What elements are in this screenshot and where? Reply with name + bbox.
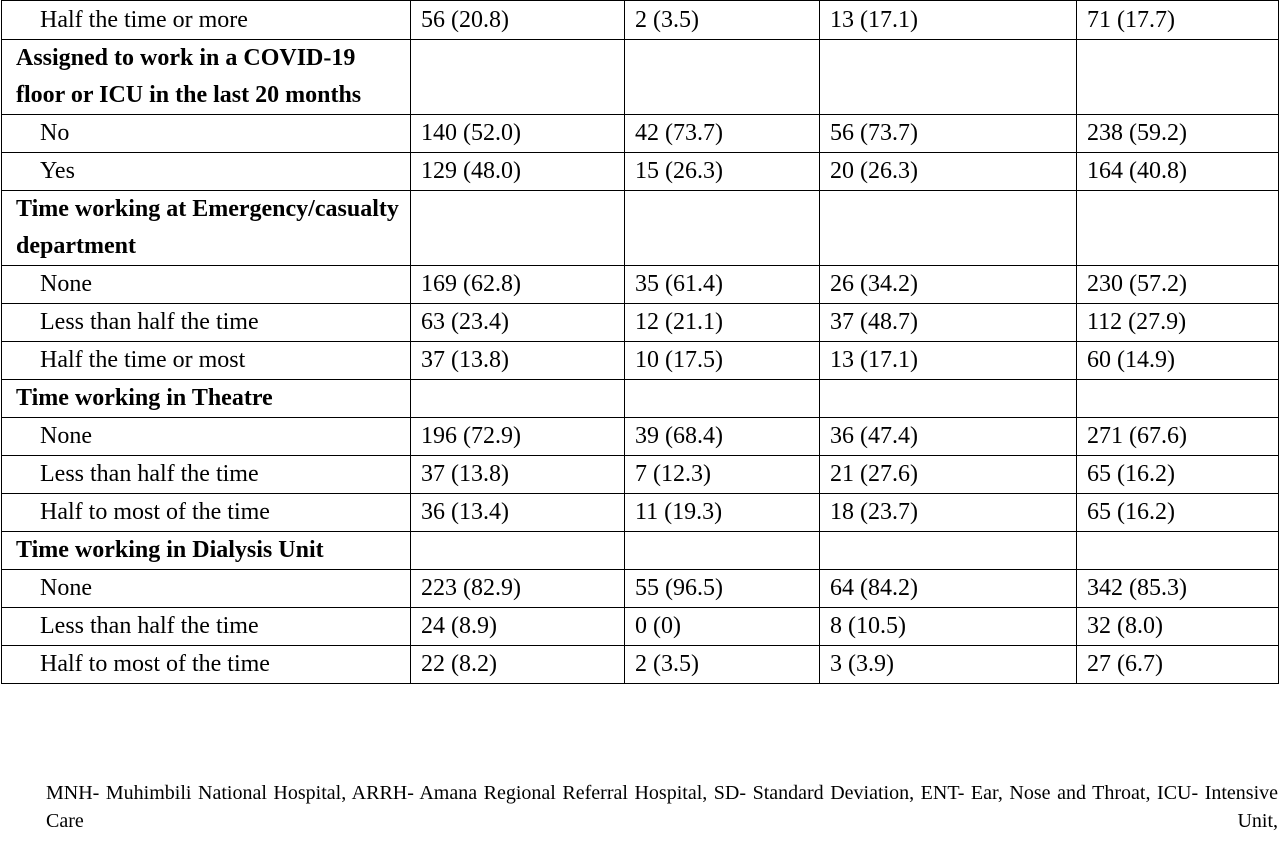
table-row	[2, 342, 1279, 380]
row-label: Less than half the time	[2, 304, 411, 342]
cell-empty	[820, 40, 1077, 115]
table-row	[2, 40, 1279, 115]
cell-empty	[625, 380, 820, 418]
row-label: Less than half the time	[2, 608, 411, 646]
row-label: None	[2, 418, 411, 456]
section-label: Assigned to work in a COVID-19 floor or ICU in the last 20 months	[2, 40, 411, 115]
data-table	[1, 0, 1279, 684]
cell-total: 271 (67.6)	[1077, 418, 1279, 456]
cell-empty	[625, 191, 820, 266]
cell-mnh: 24 (8.9)	[411, 608, 625, 646]
table-row	[2, 1, 1279, 40]
row-label: Half to most of the time	[2, 494, 411, 532]
cell-col3: 13 (17.1)	[820, 1, 1077, 40]
table-row	[2, 153, 1279, 191]
cell-col3: 8 (10.5)	[820, 608, 1077, 646]
row-label: Less than half the time	[2, 456, 411, 494]
cell-total: 112 (27.9)	[1077, 304, 1279, 342]
cell-mnh: 56 (20.8)	[411, 1, 625, 40]
cell-empty	[1077, 191, 1279, 266]
row-label: Half the time or most	[2, 342, 411, 380]
cell-col2: 0 (0)	[625, 608, 820, 646]
cell-col2: 15 (26.3)	[625, 153, 820, 191]
cell-total: 27 (6.7)	[1077, 646, 1279, 684]
cell-total: 230 (57.2)	[1077, 266, 1279, 304]
cell-col2: 35 (61.4)	[625, 266, 820, 304]
table-body	[2, 1, 1279, 684]
cell-total: 32 (8.0)	[1077, 608, 1279, 646]
cell-empty	[411, 191, 625, 266]
cell-total: 65 (16.2)	[1077, 456, 1279, 494]
table-row	[2, 456, 1279, 494]
cell-mnh: 196 (72.9)	[411, 418, 625, 456]
row-label: Half the time or more	[2, 1, 411, 40]
cell-col3: 3 (3.9)	[820, 646, 1077, 684]
cell-total: 238 (59.2)	[1077, 115, 1279, 153]
cell-col2: 55 (96.5)	[625, 570, 820, 608]
cell-col2: 39 (68.4)	[625, 418, 820, 456]
cell-empty	[820, 532, 1077, 570]
cell-mnh: 22 (8.2)	[411, 646, 625, 684]
cell-empty	[1077, 40, 1279, 115]
section-label: Time working in Dialysis Unit	[2, 532, 411, 570]
row-label: None	[2, 570, 411, 608]
cell-col3: 20 (26.3)	[820, 153, 1077, 191]
cell-empty	[625, 40, 820, 115]
cell-col2: 12 (21.1)	[625, 304, 820, 342]
cell-mnh: 169 (62.8)	[411, 266, 625, 304]
row-label: Yes	[2, 153, 411, 191]
section-label: Time working at Emergency/casualty department	[2, 191, 411, 266]
table-row	[2, 494, 1279, 532]
cell-total: 342 (85.3)	[1077, 570, 1279, 608]
table-row	[2, 570, 1279, 608]
cell-empty	[1077, 380, 1279, 418]
table-row	[2, 532, 1279, 570]
cell-empty	[411, 40, 625, 115]
cell-col2: 11 (19.3)	[625, 494, 820, 532]
cell-col3: 13 (17.1)	[820, 342, 1077, 380]
cell-mnh: 37 (13.8)	[411, 342, 625, 380]
cell-empty	[625, 532, 820, 570]
row-label: No	[2, 115, 411, 153]
table-row	[2, 304, 1279, 342]
cell-col3: 18 (23.7)	[820, 494, 1077, 532]
cell-mnh: 63 (23.4)	[411, 304, 625, 342]
cell-col2: 7 (12.3)	[625, 456, 820, 494]
cell-col2: 2 (3.5)	[625, 1, 820, 40]
table-row	[2, 418, 1279, 456]
cell-empty	[411, 532, 625, 570]
table-row	[2, 266, 1279, 304]
cell-total: 164 (40.8)	[1077, 153, 1279, 191]
cell-mnh: 140 (52.0)	[411, 115, 625, 153]
table-row	[2, 191, 1279, 266]
cell-col3: 56 (73.7)	[820, 115, 1077, 153]
cell-mnh: 37 (13.8)	[411, 456, 625, 494]
table-row	[2, 380, 1279, 418]
cell-col3: 21 (27.6)	[820, 456, 1077, 494]
table-row	[2, 646, 1279, 684]
cell-mnh: 129 (48.0)	[411, 153, 625, 191]
cell-col3: 64 (84.2)	[820, 570, 1077, 608]
cell-mnh: 36 (13.4)	[411, 494, 625, 532]
cell-empty	[1077, 532, 1279, 570]
cell-total: 65 (16.2)	[1077, 494, 1279, 532]
cell-col2: 42 (73.7)	[625, 115, 820, 153]
cell-col2: 2 (3.5)	[625, 646, 820, 684]
table-row	[2, 608, 1279, 646]
cell-total: 60 (14.9)	[1077, 342, 1279, 380]
table-row	[2, 115, 1279, 153]
cell-col3: 26 (34.2)	[820, 266, 1077, 304]
cell-mnh: 223 (82.9)	[411, 570, 625, 608]
section-label: Time working in Theatre	[2, 380, 411, 418]
cell-empty	[820, 380, 1077, 418]
cell-empty	[411, 380, 625, 418]
cell-col2: 10 (17.5)	[625, 342, 820, 380]
table-footnote: MNH- Muhimbili National Hospital, ARRH- Amana Regional Referral Hospital, SD- Standard Deviation, ENT- Ear, Nose and Throat, ICU- Intensive Care Unit,	[46, 782, 1278, 832]
row-label: Half to most of the time	[2, 646, 411, 684]
cell-col3: 37 (48.7)	[820, 304, 1077, 342]
cell-empty	[820, 191, 1077, 266]
row-label: None	[2, 266, 411, 304]
cell-col3: 36 (47.4)	[820, 418, 1077, 456]
cell-total: 71 (17.7)	[1077, 1, 1279, 40]
